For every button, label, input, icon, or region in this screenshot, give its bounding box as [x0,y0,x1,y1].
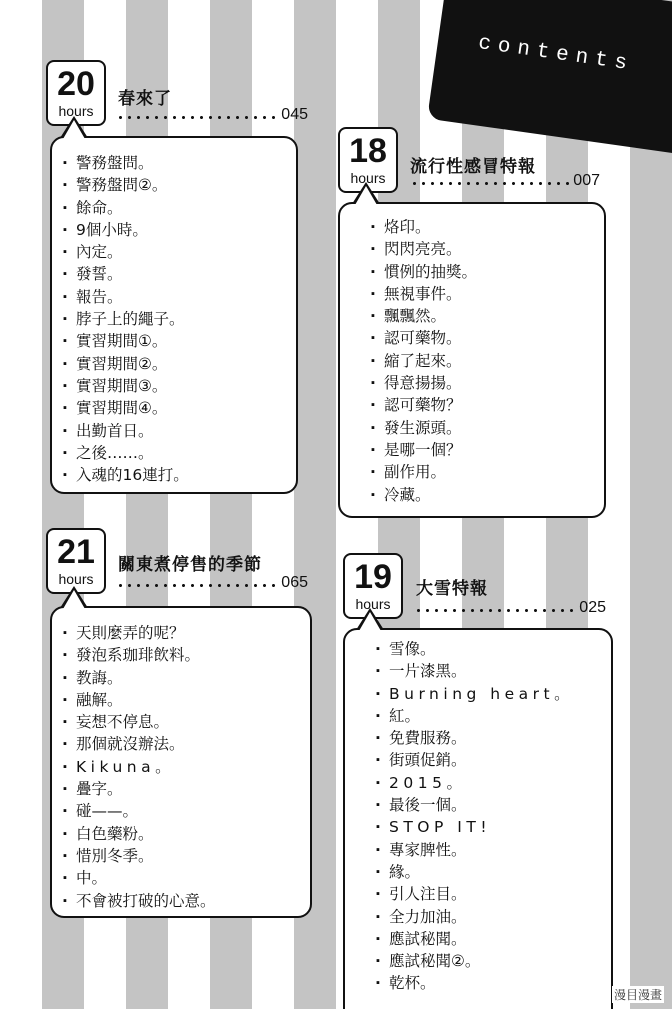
episode-item[interactable]: · 應試秘聞②。 [389,950,601,972]
episode-item[interactable]: · 應試秘聞。 [389,928,601,950]
leader-dots [116,116,279,119]
chapter-18-episode-list [384,216,594,506]
episode-item[interactable]: · 天則麼弄的呢？ [76,622,300,644]
episode-item[interactable]: · 專家脾性。 [389,839,601,861]
chapter-18-episode-bubble [338,202,606,518]
chapter-19-unit: hours [355,596,391,612]
chapter-19-page: 025 [579,599,606,616]
chapter-19-number: 19 [354,558,392,596]
episode-item[interactable]: · 實習期間③。 [76,375,286,397]
episode-item[interactable]: · 脖子上的繩子。 [76,308,286,330]
episode-item[interactable]: · 認可藥物。 [384,327,594,349]
episode-item[interactable]: · 副作用。 [384,461,594,483]
episode-item[interactable]: · 飄飄然。 [384,305,594,327]
episode-item[interactable]: · 餘命。 [76,197,286,219]
episode-item[interactable]: · 烙印。 [384,216,594,238]
chapter-18-page: 007 [573,172,600,189]
episode-item[interactable]: · 雪像。 [389,638,601,660]
episode-item[interactable]: · 不會被打破的心意。 [76,890,300,912]
episode-item[interactable]: · 白色藥粉。 [76,823,300,845]
episode-item[interactable]: · 那個就沒辦法。 [76,733,300,755]
episode-item[interactable]: · 惜別冬季。 [76,845,300,867]
episode-item[interactable]: · 一片漆黑。 [389,660,601,682]
chapter-20-page: 045 [281,106,308,123]
chapter-21-number: 21 [57,533,95,571]
episode-item[interactable]: · 閃閃亮亮。 [384,238,594,260]
episode-item[interactable]: · 發生源頭。 [384,417,594,439]
episode-item[interactable]: · 發泡系珈琲飲料。 [76,644,300,666]
episode-item[interactable]: · 2015。 [389,772,601,794]
chapter-19-episode-list [389,638,601,995]
episode-item[interactable]: · Burning heart。 [389,683,601,705]
episode-item[interactable]: · 入魂的16連打。 [76,464,286,486]
episode-item[interactable]: · 冷藏。 [384,484,594,506]
leader-dots [410,182,571,185]
chapter-20-leader[interactable] [116,104,308,124]
episode-item[interactable]: · 得意揚揚。 [384,372,594,394]
leader-dots [414,609,577,612]
episode-item[interactable]: · 警務盤問。 [76,152,286,174]
episode-item[interactable]: · 警務盤問②。 [76,174,286,196]
episode-item[interactable]: · 之後……。 [76,442,286,464]
chapter-18-leader[interactable] [410,170,600,190]
watermark: 漫目漫畫 [613,988,662,1002]
episode-item[interactable]: · 實習期間②。 [76,353,286,375]
chapter-20-unit: hours [58,103,94,119]
episode-item[interactable]: · 乾杯。 [389,972,601,994]
chapter-19-leader[interactable] [414,597,606,617]
chapter-18-title[interactable]: 流行性感冒特報 [410,157,536,177]
episode-item[interactable]: · 慣例的抽獎。 [384,261,594,283]
chapter-18-number: 18 [349,132,387,170]
episode-item[interactable]: · 實習期間④。 [76,397,286,419]
chapter-21-bubble-tail-fill [63,590,85,609]
episode-item[interactable]: · 無視事件。 [384,283,594,305]
contents-banner [427,0,672,155]
chapter-20-episode-bubble [50,136,298,494]
episode-item[interactable]: · 紅。 [389,705,601,727]
episode-item[interactable]: · Kikuna。 [76,756,300,778]
chapter-21-unit: hours [58,571,94,587]
episode-item[interactable]: · 9個小時。 [76,219,286,241]
episode-item[interactable]: · 緣。 [389,861,601,883]
episode-item[interactable]: · 疊字。 [76,778,300,800]
chapter-21-leader[interactable] [116,572,308,592]
chapter-21-title[interactable]: 關東煮停售的季節 [118,555,262,575]
chapter-19-episode-bubble [343,628,613,1009]
episode-item[interactable]: · 中。 [76,867,300,889]
contents-label: contents [476,32,636,77]
chapter-20-title[interactable]: 春來了 [118,89,172,109]
episode-item[interactable]: · 融解。 [76,689,300,711]
episode-item[interactable]: · 最後一個。 [389,794,601,816]
episode-item[interactable]: · 縮了起來。 [384,350,594,372]
episode-item[interactable]: · 碰——。 [76,800,300,822]
chapter-20-bubble-tail-fill [63,120,85,139]
chapter-18-unit: hours [350,170,386,186]
episode-item[interactable]: · 內定。 [76,241,286,263]
episode-item[interactable]: · STOP IT! [389,816,601,838]
chapter-21-hours-tag [46,528,106,594]
chapter-21-page: 065 [281,574,308,591]
chapter-21-episode-bubble [50,606,312,918]
episode-item[interactable]: · 報告。 [76,286,286,308]
episode-item[interactable]: · 出勤首日。 [76,420,286,442]
chapter-20-number: 20 [57,65,95,103]
chapter-21-episode-list [76,622,300,912]
leader-dots [116,584,279,587]
episode-item[interactable]: · 街頭促銷。 [389,749,601,771]
episode-item[interactable]: · 免費服務。 [389,727,601,749]
chapter-18-bubble-tail-fill [355,186,377,205]
episode-item[interactable]: · 教誨。 [76,667,300,689]
episode-item[interactable]: · 認可藥物？ [384,394,594,416]
episode-item[interactable]: · 全力加油。 [389,906,601,928]
chapter-19-bubble-tail-fill [359,612,381,631]
episode-item[interactable]: · 實習期間①。 [76,330,286,352]
episode-item[interactable]: · 妄想不停息。 [76,711,300,733]
chapter-20-episode-list [76,152,286,486]
episode-item[interactable]: · 是哪一個？ [384,439,594,461]
episode-item[interactable]: · 引人注目。 [389,883,601,905]
episode-item[interactable]: · 發誓。 [76,263,286,285]
chapter-19-title[interactable]: 大雪特報 [416,579,488,599]
